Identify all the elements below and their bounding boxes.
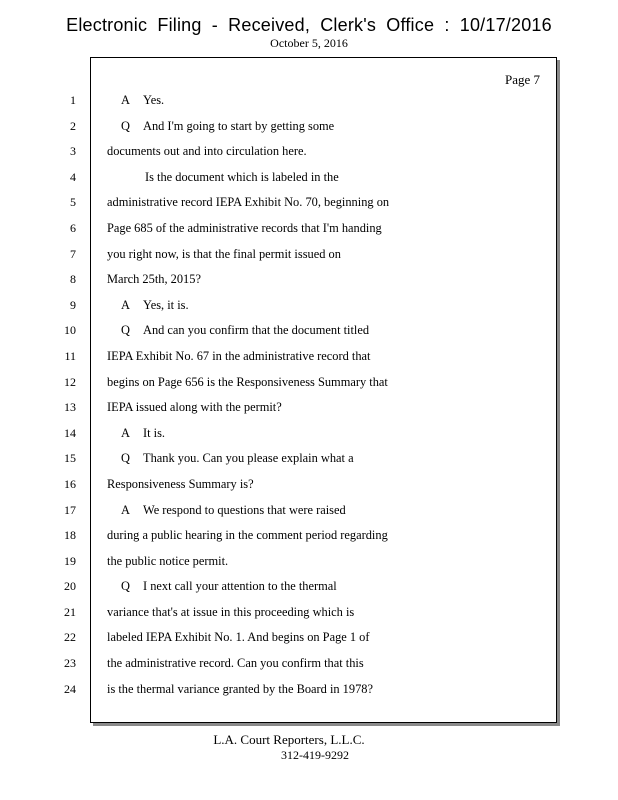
transcript-text: IEPA issued along with the permit? — [107, 400, 282, 415]
page-number: Page 7 — [504, 72, 540, 87]
court-reporter-phone: 312-419-9292 — [281, 748, 349, 762]
transcript-text: And I'm going to start by getting some — [143, 118, 335, 133]
transcript-line — [107, 271, 547, 297]
transcript-line — [107, 92, 547, 118]
transcript-line — [107, 604, 547, 630]
transcript-line — [107, 399, 547, 425]
line-number: 24 — [64, 681, 76, 696]
transcript-line — [107, 578, 547, 604]
transcript-text: We respond to questions that were raised — [143, 502, 346, 517]
transcript-line — [107, 322, 547, 348]
transcript-text: It is. — [143, 425, 166, 440]
transcript-line — [107, 476, 547, 502]
transcript-line — [107, 502, 547, 528]
transcript-line — [107, 220, 547, 246]
transcript-line — [107, 450, 547, 476]
transcript-text: variance that's at issue in this proceeding which is — [107, 604, 355, 619]
line-number: 11 — [64, 348, 76, 363]
transcript-text: IEPA Exhibit No. 67 in the administrative record that — [107, 348, 371, 363]
transcript-text: Page 685 of the administrative records that I'm handing — [107, 220, 382, 235]
transcript-line — [107, 527, 547, 553]
transcript-line — [107, 297, 547, 323]
transcript-line — [107, 246, 547, 272]
court-reporter-name: L.A. Court Reporters, L.L.C. — [213, 732, 365, 747]
line-number: 13 — [64, 400, 76, 415]
transcript-text: Responsiveness Summary is? — [107, 476, 254, 491]
line-number: 10 — [64, 323, 76, 338]
transcript-line — [107, 629, 547, 655]
hearing-date: October 5, 2016 — [270, 36, 348, 50]
line-number: 17 — [64, 502, 76, 517]
line-number: 9 — [70, 297, 76, 312]
transcript-text: is the thermal variance granted by the Board in 1978? — [107, 681, 373, 696]
speaker-tag: A — [121, 502, 130, 517]
transcript-text: Is the document which is labeled in the — [145, 169, 339, 184]
transcript-line — [107, 118, 547, 144]
transcript-line — [107, 348, 547, 374]
transcript-text: the administrative record. Can you confirm that this — [107, 656, 364, 671]
transcript-line — [107, 681, 547, 707]
speaker-tag: A — [121, 425, 130, 440]
transcript-text: the public notice permit. — [107, 553, 229, 568]
line-number: 23 — [64, 656, 76, 671]
transcript-line — [107, 169, 547, 195]
line-number: 15 — [64, 451, 76, 466]
line-number: 3 — [70, 144, 76, 159]
line-number: 1 — [70, 93, 76, 107]
speaker-tag: Q — [121, 118, 130, 133]
transcript-text: March 25th, 2015? — [107, 272, 201, 287]
transcript-text: you right now, is that the final permit issued on — [107, 246, 341, 261]
line-number: 20 — [64, 579, 76, 594]
line-number: 7 — [70, 246, 76, 261]
transcript-text: documents out and into circulation here. — [107, 144, 307, 159]
transcript-text: I next call your attention to the thermal — [143, 579, 337, 594]
line-number: 16 — [64, 476, 76, 491]
transcript-body — [107, 92, 547, 706]
speaker-tag: Q — [121, 579, 130, 594]
line-number: 8 — [70, 272, 76, 287]
speaker-tag: A — [121, 297, 130, 312]
transcript-text: begins on Page 656 is the Responsiveness Summary that — [107, 374, 388, 389]
line-number: 5 — [70, 195, 76, 210]
transcript-text: Thank you. Can you please explain what a — [143, 451, 354, 466]
line-number: 21 — [64, 604, 76, 619]
line-number: 18 — [64, 528, 76, 543]
speaker-tag: Q — [121, 451, 130, 466]
line-number: 14 — [64, 425, 76, 440]
transcript-text: during a public hearing in the comment period regarding — [107, 528, 388, 543]
line-number: 19 — [64, 553, 76, 568]
transcript-line — [107, 143, 547, 169]
speaker-tag: Q — [121, 323, 130, 338]
line-number: 4 — [70, 169, 76, 184]
line-number: 2 — [70, 118, 76, 133]
line-number-column — [0, 92, 84, 706]
transcript-text: Yes, it is. — [143, 297, 189, 312]
transcript-text: administrative record IEPA Exhibit No. 70, beginning on — [107, 195, 390, 210]
transcript-text: Yes. — [143, 93, 165, 107]
transcript-line — [107, 655, 547, 681]
filing-stamp: Electronic Filing - Received, Clerk's Office : 10/17/2016 — [66, 15, 552, 35]
line-number: 22 — [64, 630, 76, 645]
transcript-text: And can you confirm that the document titled — [143, 323, 370, 338]
transcript-line — [107, 374, 547, 400]
line-number: 12 — [64, 374, 76, 389]
transcript-line — [107, 194, 547, 220]
speaker-tag: A — [121, 93, 130, 107]
transcript-line — [107, 425, 547, 451]
transcript-line — [107, 553, 547, 579]
transcript-text: labeled IEPA Exhibit No. 1. And begins on Page 1 of — [107, 630, 370, 645]
line-number: 6 — [70, 220, 76, 235]
